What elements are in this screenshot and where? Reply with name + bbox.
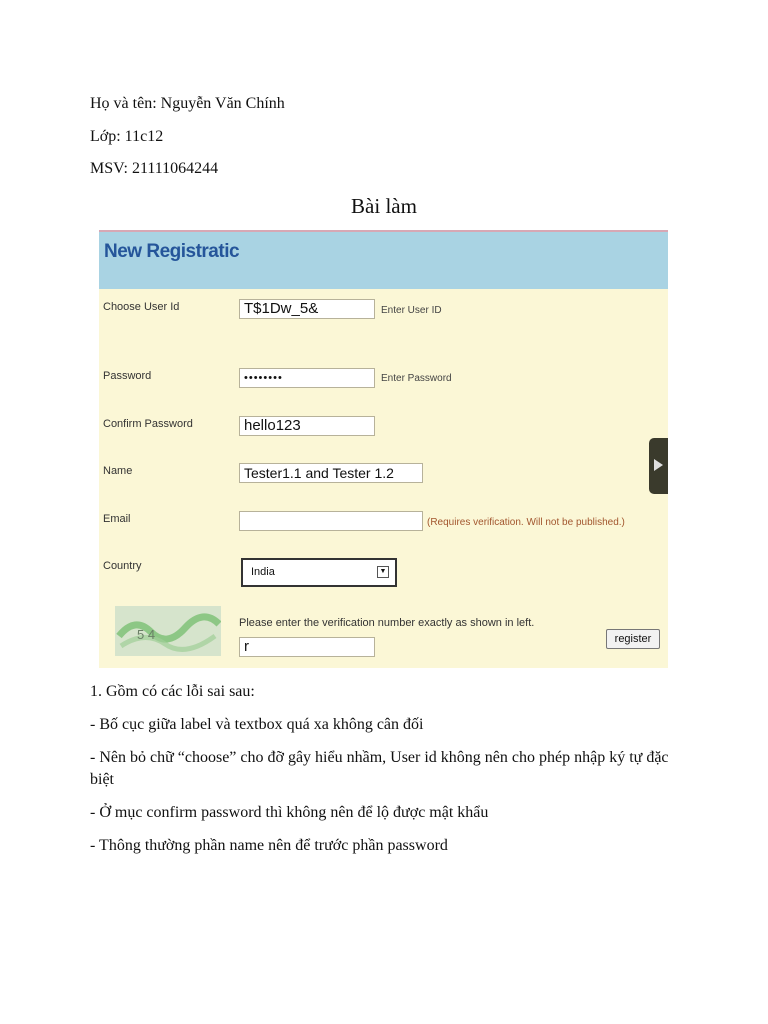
password-label: Password [103, 370, 152, 382]
password-hint: Enter Password [381, 373, 452, 384]
side-tab[interactable] [649, 438, 668, 494]
country-value: India [251, 566, 275, 578]
student-id: MSV: 21111064244 [90, 160, 219, 177]
country-select[interactable] [241, 558, 397, 587]
email-hint: (Requires verification. Will not be published.) [427, 517, 625, 528]
answer-heading: 1. Gồm có các lỗi sai sau: [90, 683, 255, 700]
answer-item: - Thông thường phần name nên để trước phần password [90, 837, 448, 854]
student-class: Lớp: 11c12 [90, 128, 164, 145]
student-name: Họ và tên: Nguyễn Văn Chính [90, 95, 285, 112]
name-input[interactable]: Tester1.1 and Tester 1.2 [239, 463, 423, 483]
password-input[interactable]: •••••••• [239, 368, 375, 388]
chevron-right-icon [653, 458, 664, 472]
registration-form-screenshot [99, 230, 668, 668]
email-input[interactable] [239, 511, 423, 531]
confirm-password-label: Confirm Password [103, 418, 193, 430]
confirm-password-input[interactable]: hello123 [239, 416, 375, 436]
register-button[interactable]: register [606, 629, 660, 649]
answer-item: - Ở mục confirm password thì không nên để lộ được mật khẩu [90, 804, 489, 821]
country-label: Country [103, 560, 142, 572]
answer-item: - Nên bỏ chữ “choose” cho đỡ gây hiểu nhầm, User id không nên cho phép nhập ký tự đặc biệt [90, 749, 669, 788]
form-header [99, 230, 668, 289]
captcha-text: 5 4 [137, 627, 156, 642]
user-id-label: Choose User Id [103, 301, 180, 313]
user-id-input[interactable]: T$1Dw_5& [239, 299, 375, 319]
verification-instruction: Please enter the verification number exactly as shown in left. [239, 617, 535, 629]
email-label: Email [103, 513, 131, 525]
name-label: Name [103, 465, 133, 477]
verification-input[interactable]: r [239, 637, 375, 657]
form-heading: New Registratic [104, 241, 240, 262]
user-id-hint: Enter User ID [381, 305, 442, 316]
dropdown-arrow-icon: ▼ [377, 566, 389, 578]
answer-item: - Bố cục giữa label và textbox quá xa không cân đối [90, 716, 424, 733]
captcha-image [115, 606, 221, 656]
page-title: Bài làm [351, 194, 417, 218]
